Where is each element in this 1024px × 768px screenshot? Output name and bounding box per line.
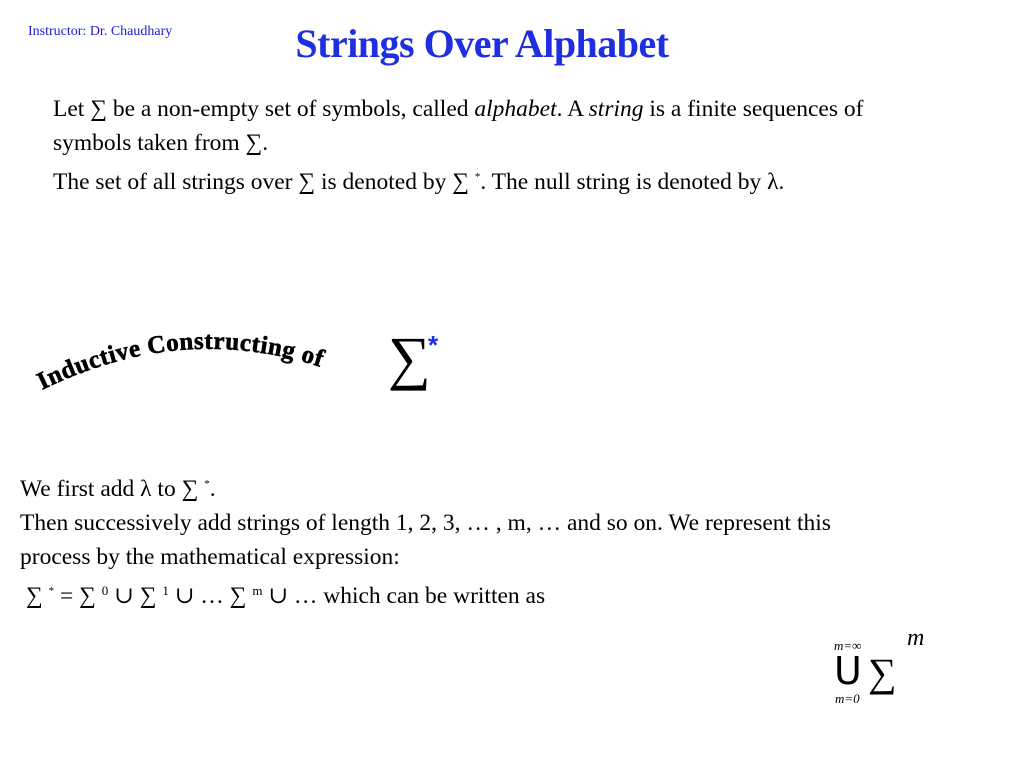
exp-0: 0 [101, 583, 109, 598]
text: The set of all strings over ∑ is denoted by ∑ [53, 169, 475, 195]
upper-limit: m=∞ [834, 638, 862, 653]
sigma-symbol: ∑ [388, 325, 431, 391]
text: We first add λ to ∑ [20, 476, 205, 502]
text: ∑ [26, 583, 49, 609]
lower-limit: m=0 [835, 691, 860, 706]
text: . [209, 476, 216, 502]
construction-paragraph [20, 467, 880, 613]
star-superscript: * [474, 171, 481, 183]
term-string: string [588, 96, 644, 122]
section-heading: Inductive Constructing of [32, 327, 328, 396]
alphabet-definition [53, 92, 923, 160]
text: ∪ … which can be written as [262, 583, 546, 609]
intro-paragraph [53, 92, 923, 199]
kleene-formula [20, 574, 880, 613]
star-superscript: * [204, 478, 210, 490]
star-symbol: * [428, 330, 439, 360]
text: . A [556, 96, 589, 122]
step-two: Then successively add strings of length 1, 2, 3, … , m, … and so on. We represent this process by the mathematical expression: [20, 510, 831, 570]
text: ∪ ∑ [108, 583, 163, 609]
text: is a finite sequences of symbols taken from ∑. [53, 96, 864, 156]
sigma-symbol: ∑ [868, 650, 897, 695]
exp-1: 1 [162, 583, 169, 598]
union-symbol: U [834, 649, 862, 693]
exponent: m [907, 625, 925, 651]
text: = ∑ [54, 583, 102, 609]
instructor-label: Instructor: Dr. Chaudhary [28, 24, 173, 39]
svg-text:Inductive Constructing of [33, 328, 328, 395]
star-superscript: * [48, 585, 55, 597]
union-formula [820, 625, 950, 715]
sigma-star-definition [53, 160, 923, 199]
term-alphabet: alphabet [474, 96, 557, 122]
section-heading-arc [30, 322, 370, 412]
text: ∪ … ∑ [168, 583, 253, 609]
step-one [20, 467, 880, 506]
text: . The null string is denoted by λ. [480, 169, 785, 195]
text: Let ∑ be a non-empty set of symbols, called [53, 96, 475, 122]
exp-m: m [252, 583, 263, 598]
slide-title: Strings Over Alphabet [295, 21, 669, 66]
